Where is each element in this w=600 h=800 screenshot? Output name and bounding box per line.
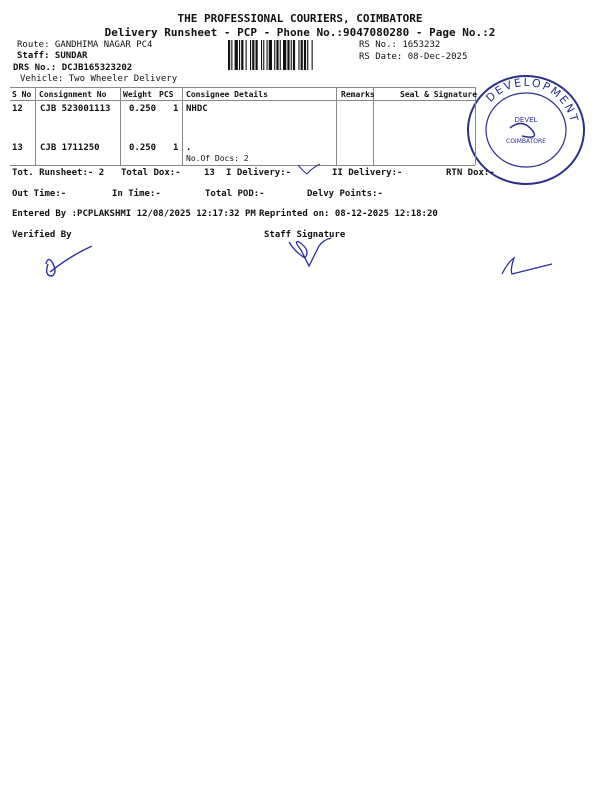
rs-date: RS Date: 08-Dec-2025	[359, 52, 468, 62]
stamp-line-1: DEVEL	[514, 116, 538, 124]
entered-by: Entered By :PCPLAKSHMI 12/08/2025 12:17:32 PM	[12, 209, 256, 219]
staff-signature-label: Staff Signature	[264, 230, 346, 240]
rs-number: RS No.: 1653232	[359, 40, 441, 50]
table-row-consignment: CJB 1711250	[40, 143, 100, 153]
col-weight: Weight	[123, 90, 152, 99]
stamp-ring-text: DEVELOPMENT	[483, 75, 582, 125]
total-dox-label: Total Dox:-	[121, 168, 181, 178]
table-row-consignment: CJB 523001113	[40, 104, 111, 114]
verified-by: Verified By	[12, 230, 72, 240]
tot-runsheet: Tot. Runsheet:- 2	[12, 168, 105, 178]
in-time: In Time:-	[112, 189, 161, 199]
reprinted-on: Reprinted on: 08-12-2025 12:18:20	[259, 209, 438, 219]
table-row-sno: 13	[12, 143, 23, 153]
table-row-pcs: 1	[173, 104, 179, 114]
table-row-pcs: 1	[173, 143, 179, 153]
vehicle: Vehicle: Two Wheeler Delivery	[20, 74, 178, 84]
seal-signature	[498, 252, 558, 278]
i-delivery: I Delivery:-	[226, 168, 292, 178]
staff: Staff: SUNDAR	[17, 51, 88, 61]
col-pcs: PCS	[159, 90, 174, 99]
col-consignment: Consignment No	[39, 90, 107, 99]
no-of-docs: No.Of Docs: 2	[186, 154, 249, 163]
table-row-weight: 0.250	[129, 104, 157, 114]
route: Route: GANDHIMA NAGAR PC4	[17, 40, 153, 50]
table-row-consignee: .	[186, 143, 192, 153]
barcode	[228, 40, 356, 72]
ii-delivery: II Delivery:-	[332, 168, 403, 178]
rtn-dox: RTN Dox:-	[446, 168, 495, 178]
table-row-weight: 0.250	[129, 143, 157, 153]
check-mark	[296, 162, 322, 176]
table-row-consignee: NHDC	[186, 104, 208, 114]
stamp-line-2: COIMBATORE	[506, 138, 546, 145]
drs-number: DRS No.: DCJB165323202	[13, 63, 133, 73]
total-dox-value: 13	[204, 168, 215, 178]
col-consignee: Consignee Details	[186, 90, 268, 99]
runsheet-title: Delivery Runsheet - PCP - Phone No.:9047080280 - Page No.:2	[104, 26, 496, 39]
col-seal-signature: Seal & Signature	[400, 90, 478, 99]
table-row-sno: 12	[12, 104, 23, 114]
delvy-points: Delvy Points:-	[307, 189, 383, 199]
staff-signature	[285, 232, 345, 272]
col-remarks: Remarks	[341, 90, 375, 99]
total-pod: Total POD:-	[205, 189, 265, 199]
out-time: Out Time:-	[12, 189, 67, 199]
col-sno: S No	[12, 90, 32, 99]
verifier-signature	[40, 242, 100, 282]
company-name: THE PROFESSIONAL COURIERS, COIMBATORE	[177, 12, 423, 25]
